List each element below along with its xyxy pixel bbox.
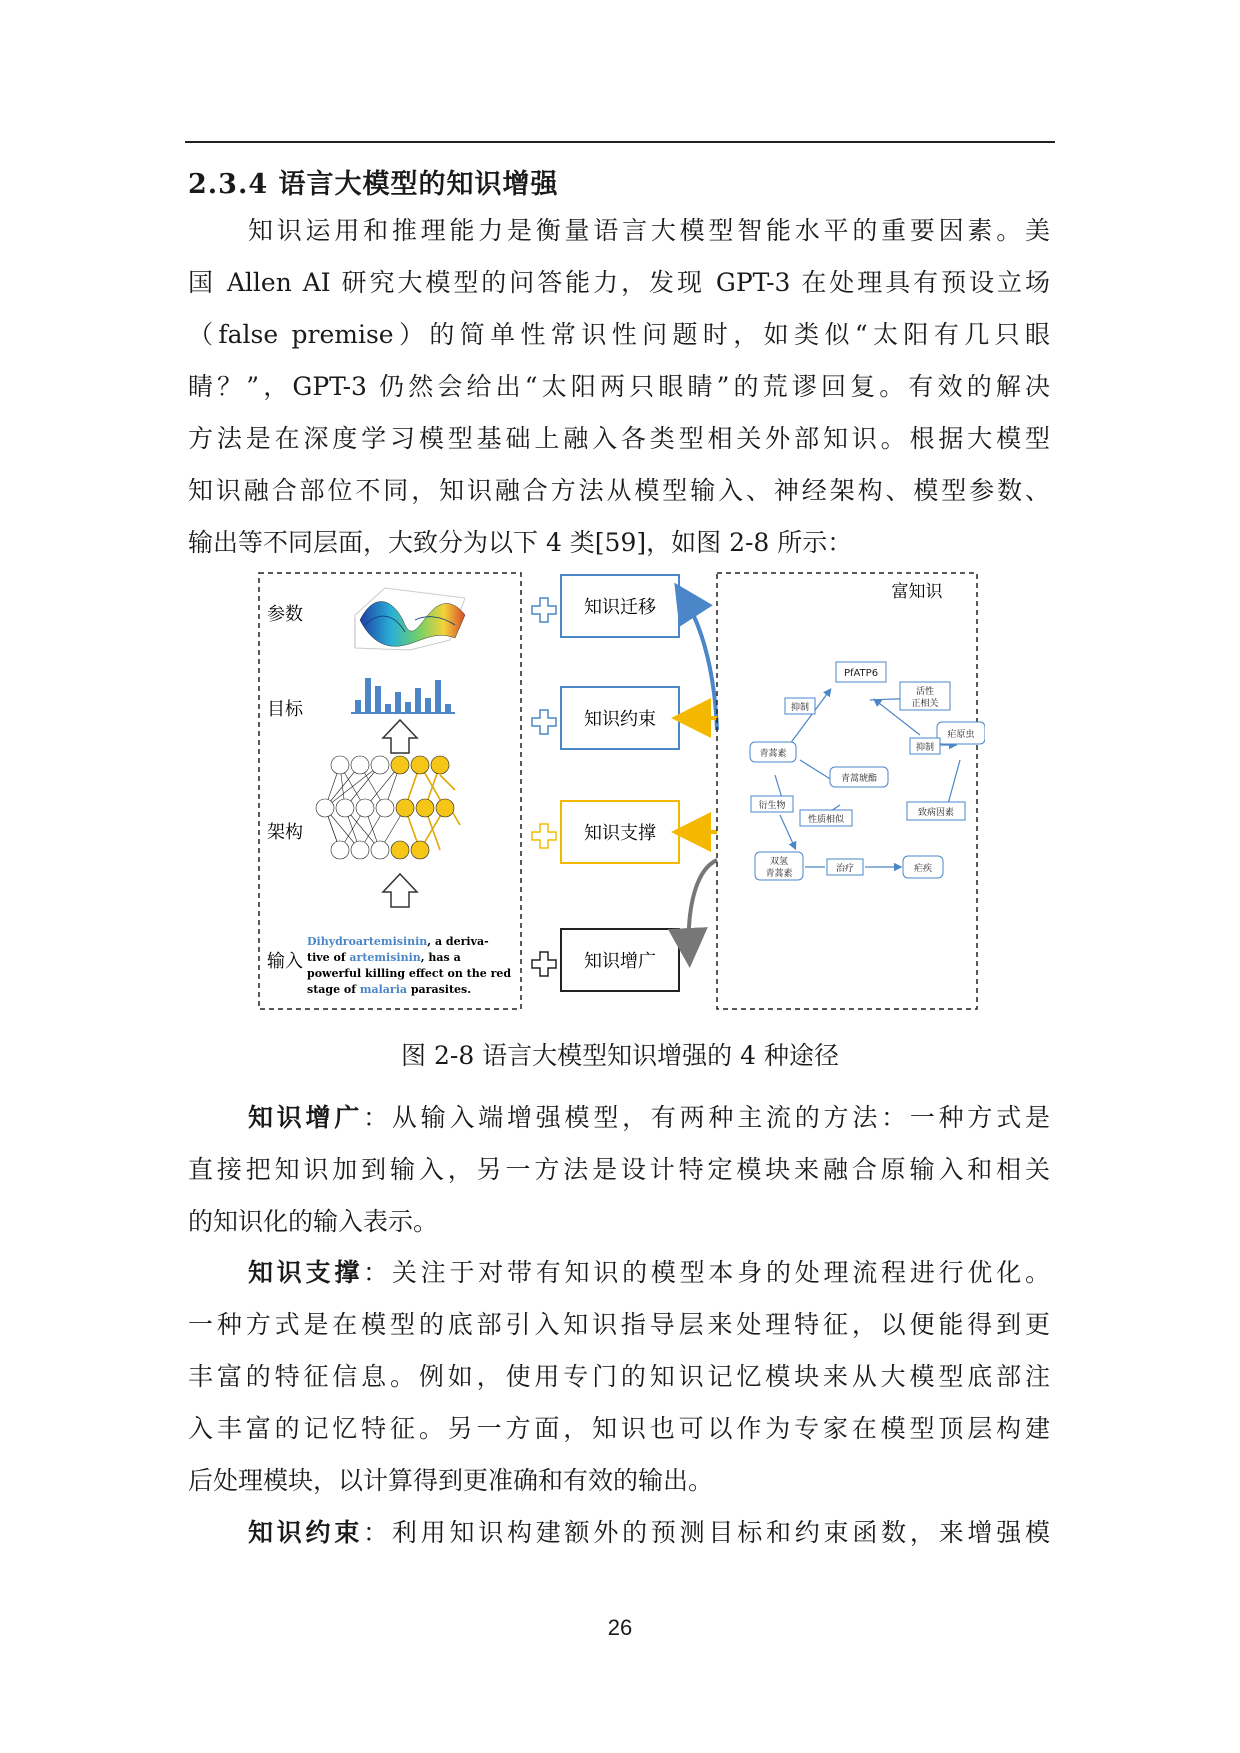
text-line: 丰富的特征信息。例如，使用专门的知识记忆模块来从大模型底部注	[188, 1362, 1050, 1391]
svg-text:知识支撑: 知识支撑	[584, 823, 656, 844]
plus-icon	[532, 952, 556, 976]
paragraph-knowledge-constraint	[188, 1507, 1050, 1559]
text-line: 后处理模块，以计算得到更准确和有效的输出。	[188, 1466, 714, 1495]
svg-text:致病因素: 致病因素	[917, 808, 955, 818]
svg-text:疟疾: 疟疾	[913, 864, 933, 874]
text-line: 知识支撑：关注于对带有知识的模型本身的处理流程进行优化。	[248, 1258, 1050, 1287]
label-input: 输入	[267, 951, 303, 972]
figure-2-8	[255, 570, 985, 1015]
svg-text:知识迁移: 知识迁移	[584, 597, 656, 618]
svg-text:治疗: 治疗	[835, 864, 855, 874]
text-line: 方法是在深度学习模型基础上融入各类型相关外部知识。根据大模型	[188, 424, 1050, 453]
svg-text:青蒿素: 青蒿素	[765, 869, 793, 879]
neural-network-diagram	[316, 756, 460, 859]
target-bar-chart	[351, 678, 455, 713]
up-arrow-icon	[383, 720, 417, 753]
svg-text:衍生物: 衍生物	[758, 801, 786, 811]
text-line: 的知识化的输入表示。	[188, 1207, 439, 1236]
term-label: 知识约束	[248, 1518, 364, 1547]
label-params: 参数	[267, 604, 303, 625]
up-arrow-icon	[383, 874, 417, 907]
text-line: 知识约束：利用知识构建额外的预测目标和约束函数，来增强模	[248, 1518, 1050, 1547]
plus-icon	[532, 598, 556, 622]
parameter-surface-image	[355, 588, 465, 650]
section-heading: 2.3.4 语言大模型的知识增强	[188, 169, 559, 200]
rich-knowledge-title: 富知识	[891, 582, 943, 602]
plus-icon	[532, 710, 556, 734]
svg-text:抑制: 抑制	[790, 703, 810, 713]
header-rule	[185, 141, 1055, 143]
svg-text:正相关: 正相关	[911, 699, 939, 709]
text-line: 入丰富的记忆特征。另一方面，知识也可以作为专家在模型顶层构建	[188, 1414, 1050, 1443]
intro-paragraph	[188, 205, 1050, 569]
text-line: 一种方式是在模型的底部引入知识指导层来处理特征，以便能得到更	[188, 1310, 1050, 1339]
svg-text:青蒿素: 青蒿素	[759, 749, 787, 759]
svg-text:PfATP6: PfATP6	[843, 668, 879, 679]
svg-text:知识增广: 知识增广	[584, 951, 656, 972]
svg-text:疟原虫: 疟原虫	[947, 730, 975, 740]
label-target: 目标	[267, 699, 303, 720]
text-line: 睛？”，GPT-3 仍然会给出“太阳两只眼睛”的荒谬回复。有效的解决	[188, 372, 1050, 401]
knowledge-graph	[750, 662, 985, 880]
page-number: 26	[607, 1615, 633, 1640]
text-line: 知识运用和推理能力是衡量语言大模型智能水平的重要因素。美	[248, 216, 1050, 245]
term-label: 知识增广	[248, 1103, 364, 1132]
plus-icon	[532, 824, 556, 848]
svg-text:性质相似: 性质相似	[807, 815, 845, 825]
paragraph-knowledge-augment	[188, 1092, 1050, 1248]
text-line: 知识融合部位不同，知识融合方法从模型输入、神经架构、模型参数、	[188, 476, 1050, 505]
text-line: 直接把知识加到输入，另一方法是设计特定模块来融合原输入和相关	[188, 1155, 1050, 1184]
rich-knowledge-panel	[717, 573, 977, 1009]
paragraph-knowledge-support	[188, 1247, 1050, 1507]
figure-caption: 图 2-8 语言大模型知识增强的 4 种途径	[401, 1041, 839, 1070]
text-line: （false premise）的简单性常识性问题时，如类似“太阳有几只眼	[188, 320, 1050, 349]
svg-text:知识约束: 知识约束	[584, 709, 656, 730]
text-line: 输出等不同层面，大致分为以下 4 类[59]，如图 2-8 所示：	[188, 528, 853, 557]
term-label: 知识支撑	[248, 1258, 364, 1287]
augment-arrow	[689, 860, 717, 952]
svg-text:抑制: 抑制	[915, 743, 935, 753]
svg-text:活性: 活性	[915, 687, 935, 697]
input-sample-text: Dihydroartemisinin, a deriva- tive of artemisinin, has a powerful killing effect on the red stage of malaria parasites.	[307, 935, 512, 996]
transfer-arrow	[683, 596, 717, 730]
text-line: 国 Allen AI 研究大模型的问答能力，发现 GPT-3 在处理具有预设立场	[188, 268, 1050, 297]
svg-text:双氢: 双氢	[769, 857, 789, 867]
text-line: 知识增广：从输入端增强模型，有两种主流的方法：一种方式是	[248, 1103, 1050, 1132]
svg-text:青蒿琥酯: 青蒿琥酯	[840, 774, 878, 784]
label-arch: 架构	[267, 822, 303, 843]
